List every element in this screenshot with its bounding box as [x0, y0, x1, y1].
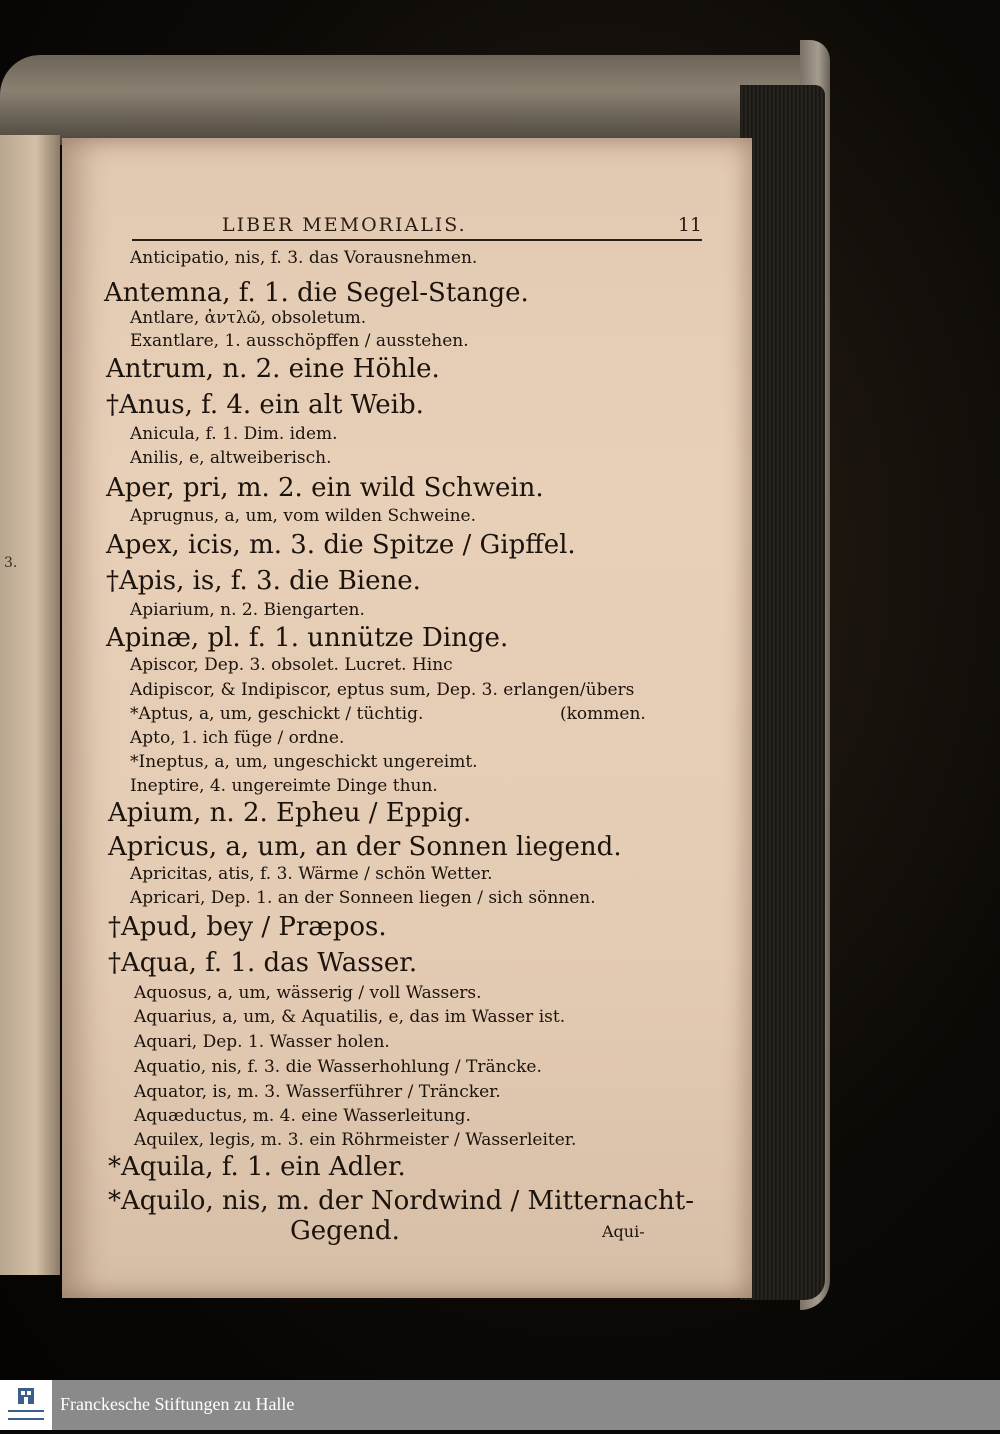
entry-anticipatio: Anticipatio, nis, f. 3. das Vorausnehmen. — [130, 248, 478, 268]
entry-kommen-continuation: (kommen. — [560, 704, 646, 724]
entry-aquilex: Aquilex, legis, m. 3. ein Röhrmeister / Wasserleiter. — [134, 1130, 577, 1150]
entry-antemna: Antemna, f. 1. die Segel-Stange. — [104, 278, 529, 308]
entry-anicula: Anicula, f. 1. Dim. idem. — [130, 424, 338, 444]
header-rule — [132, 239, 702, 241]
entry-apiarium: Apiarium, n. 2. Biengarten. — [130, 600, 365, 620]
entry-antlare: Antlare, ἀντλῶ, obsoletum. — [130, 308, 367, 328]
entry-aquaeductus: Aquæductus, m. 4. eine Wasserleitung. — [134, 1106, 471, 1126]
entry-aptus: *Aptus, a, um, geschickt / tüchtig. — [130, 704, 424, 724]
entry-aper: Aper, pri, m. 2. ein wild Schwein. — [106, 473, 544, 503]
running-title: LIBER MEMORIALIS. — [222, 214, 467, 236]
entry-antrum: Antrum, n. 2. eine Höhle. — [106, 354, 440, 384]
institution-name: Franckesche Stiftungen zu Halle — [60, 1394, 295, 1414]
entry-apricus: Apricus, a, um, an der Sonnen liegend. — [108, 832, 622, 862]
footer-bar — [0, 1380, 1000, 1430]
entry-gegend: Gegend. — [290, 1216, 400, 1246]
entry-apinae: Apinæ, pl. f. 1. unnütze Dinge. — [106, 623, 509, 653]
book-top-edge — [0, 55, 820, 145]
institution-logo — [0, 1380, 52, 1430]
entry-anus: †Anus, f. 4. ein alt Weib. — [106, 390, 424, 420]
entry-exantlare: Exantlare, 1. ausschöpffen / ausstehen. — [130, 331, 469, 351]
entry-apex: Apex, icis, m. 3. die Spitze / Gipffel. — [106, 530, 576, 560]
entry-ineptire: Ineptire, 4. ungereimte Dinge thun. — [130, 776, 438, 796]
entry-apto: Apto, 1. ich füge / ordne. — [130, 728, 345, 748]
entry-apium: Apium, n. 2. Epheu / Eppig. — [108, 798, 472, 828]
entry-apricari: Apricari, Dep. 1. an der Sonneen liegen / sich sönnen. — [130, 888, 596, 908]
page-number: 11 — [677, 214, 702, 236]
entry-adipiscor: Adipiscor, & Indipiscor, eptus sum, Dep. 3. erlangen/übers — [130, 680, 635, 700]
entry-apud: †Apud, bey / Præpos. — [108, 912, 387, 942]
catchword: Aqui- — [602, 1222, 645, 1241]
entry-apiscor: Apiscor, Dep. 3. obsolet. Lucret. Hinc — [130, 655, 453, 675]
entry-aprugnus: Aprugnus, a, um, vom wilden Schweine. — [130, 506, 477, 526]
entry-apis: †Apis, is, f. 3. die Biene. — [106, 566, 421, 596]
book-page — [62, 138, 752, 1298]
entry-apricitas: Apricitas, atis, f. 3. Wärme / schön Wetter. — [130, 864, 493, 884]
entry-aqua: †Aqua, f. 1. das Wasser. — [108, 948, 418, 978]
left-page-fragment: 3. — [4, 555, 18, 571]
entry-aquilo: *Aquilo, nis, m. der Nordwind / Mitternacht- — [108, 1186, 694, 1216]
institution-logo-icon — [0, 1380, 52, 1430]
page-block-edge — [740, 85, 825, 1300]
entry-aquatio: Aquatio, nis, f. 3. die Wasserhohlung / Träncke. — [134, 1057, 542, 1077]
entry-aquarius: Aquarius, a, um, & Aquatilis, e, das im Wasser ist. — [134, 1007, 566, 1027]
entry-aquosus: Aquosus, a, um, wässerig / voll Wassers. — [134, 983, 482, 1003]
entry-aquila: *Aquila, f. 1. ein Adler. — [108, 1152, 406, 1182]
entry-aquari: Aquari, Dep. 1. Wasser holen. — [134, 1032, 390, 1052]
entry-anilis: Anilis, e, altweiberisch. — [130, 448, 332, 468]
entry-aquator: Aquator, is, m. 3. Wasserführer / Träncker. — [134, 1082, 501, 1102]
left-page-sliver — [0, 135, 60, 1275]
entry-ineptus: *Ineptus, a, um, ungeschickt ungereimt. — [130, 752, 478, 772]
